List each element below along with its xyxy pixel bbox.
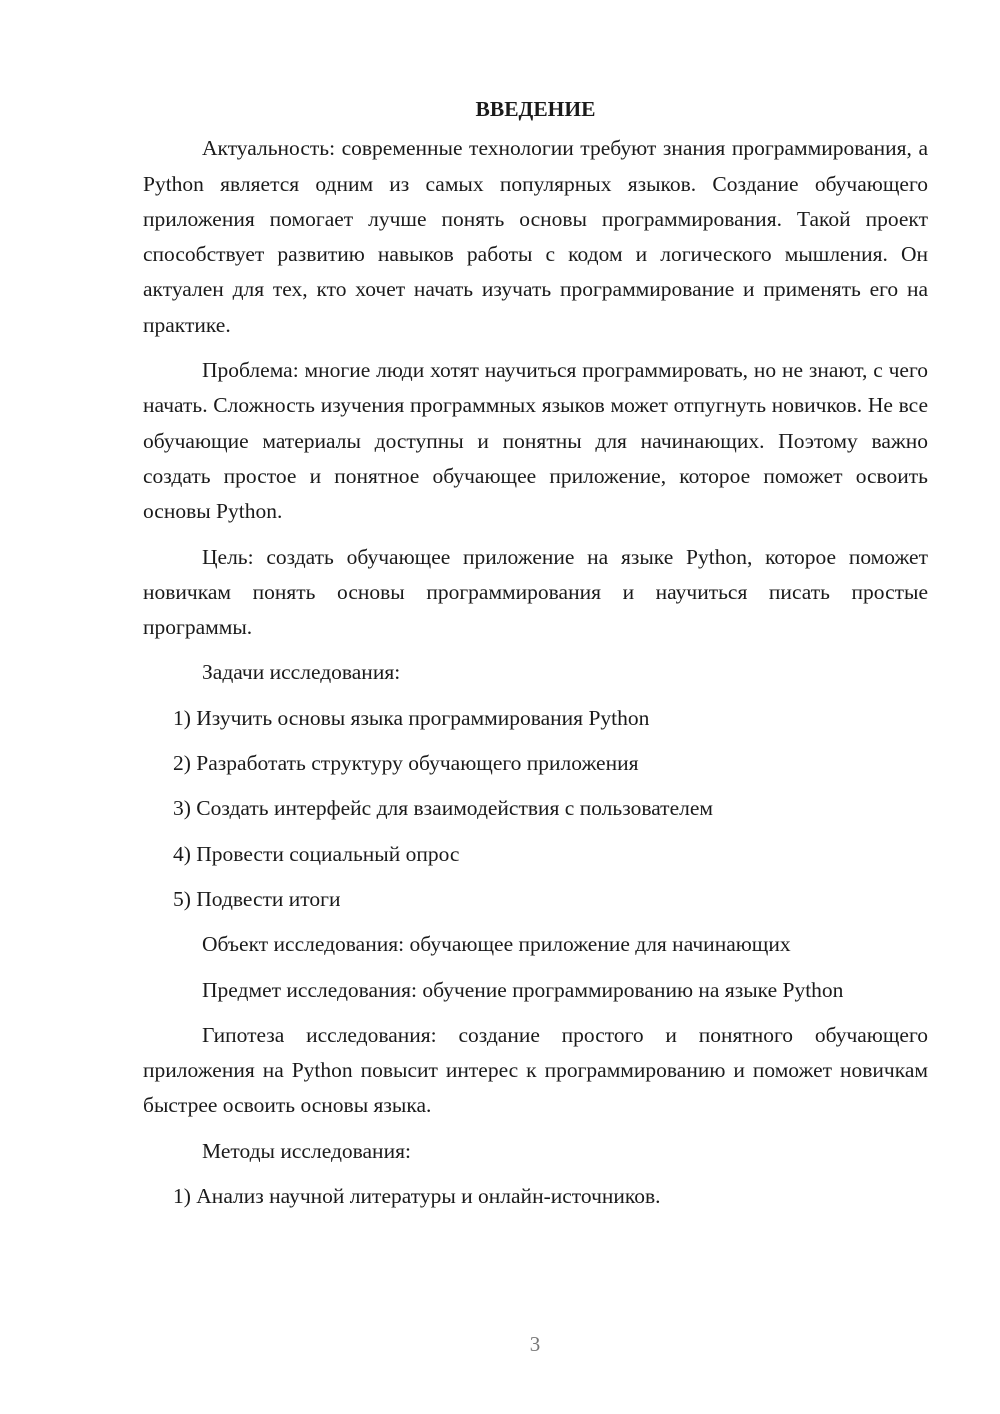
task-item-5: 5) Подвести итоги	[173, 886, 341, 911]
problem-paragraph: Проблема: многие люди хотят научиться программировать, но не знают, с чего начать. Сложность изучения программных языков может отпугнуть новичков. Не все обучающие материалы доступны и понятны для начинающих. Поэтому важно создать простое и понятное обучающее приложение, которое поможет освоить основы Python.	[143, 358, 928, 524]
task-item-3: 3) Создать интерфейс для взаимодействия с пользователем	[173, 796, 713, 821]
relevance-paragraph: Актуальность: современные технологии требуют знания программирования, а Python является одним из самых популярных языков. Создание обучающего приложения помогает лучше понять основы программирования. Такой проект способствует развитию навыков работы с кодом и логического мышления. Он актуален для тех, кто хочет начать изучать программирование и применять его на практике.	[143, 136, 928, 337]
subject-paragraph: Предмет исследования: обучение программированию на языке Python	[202, 977, 844, 1002]
method-item-1: 1) Анализ научной литературы и онлайн-источников.	[173, 1184, 661, 1209]
page-number: 3	[529, 1332, 541, 1356]
methods-heading: Методы исследования:	[202, 1138, 411, 1163]
task-item-4: 4) Провести социальный опрос	[173, 841, 460, 866]
tasks-heading: Задачи исследования:	[202, 660, 401, 685]
task-item-2: 2) Разработать структуру обучающего приложения	[173, 751, 639, 776]
object-line: Объект исследования: обучающее приложение для начинающих	[202, 932, 791, 957]
document-body	[143, 92, 928, 1224]
task-item-1: 1) Изучить основы языка программирования Python	[173, 705, 650, 730]
hypothesis-paragraph: Гипотеза исследования: создание простого и понятного обучающего приложения на Python повысит интерес к программированию и поможет новичкам быстрее освоить основы языка.	[143, 1022, 928, 1118]
section-title: ВВЕДЕНИЕ	[475, 97, 596, 121]
goal-paragraph: Цель: создать обучающее приложение на языке Python, которое поможет новичкам понять основы программирования и научиться писать простые программы.	[143, 544, 928, 640]
